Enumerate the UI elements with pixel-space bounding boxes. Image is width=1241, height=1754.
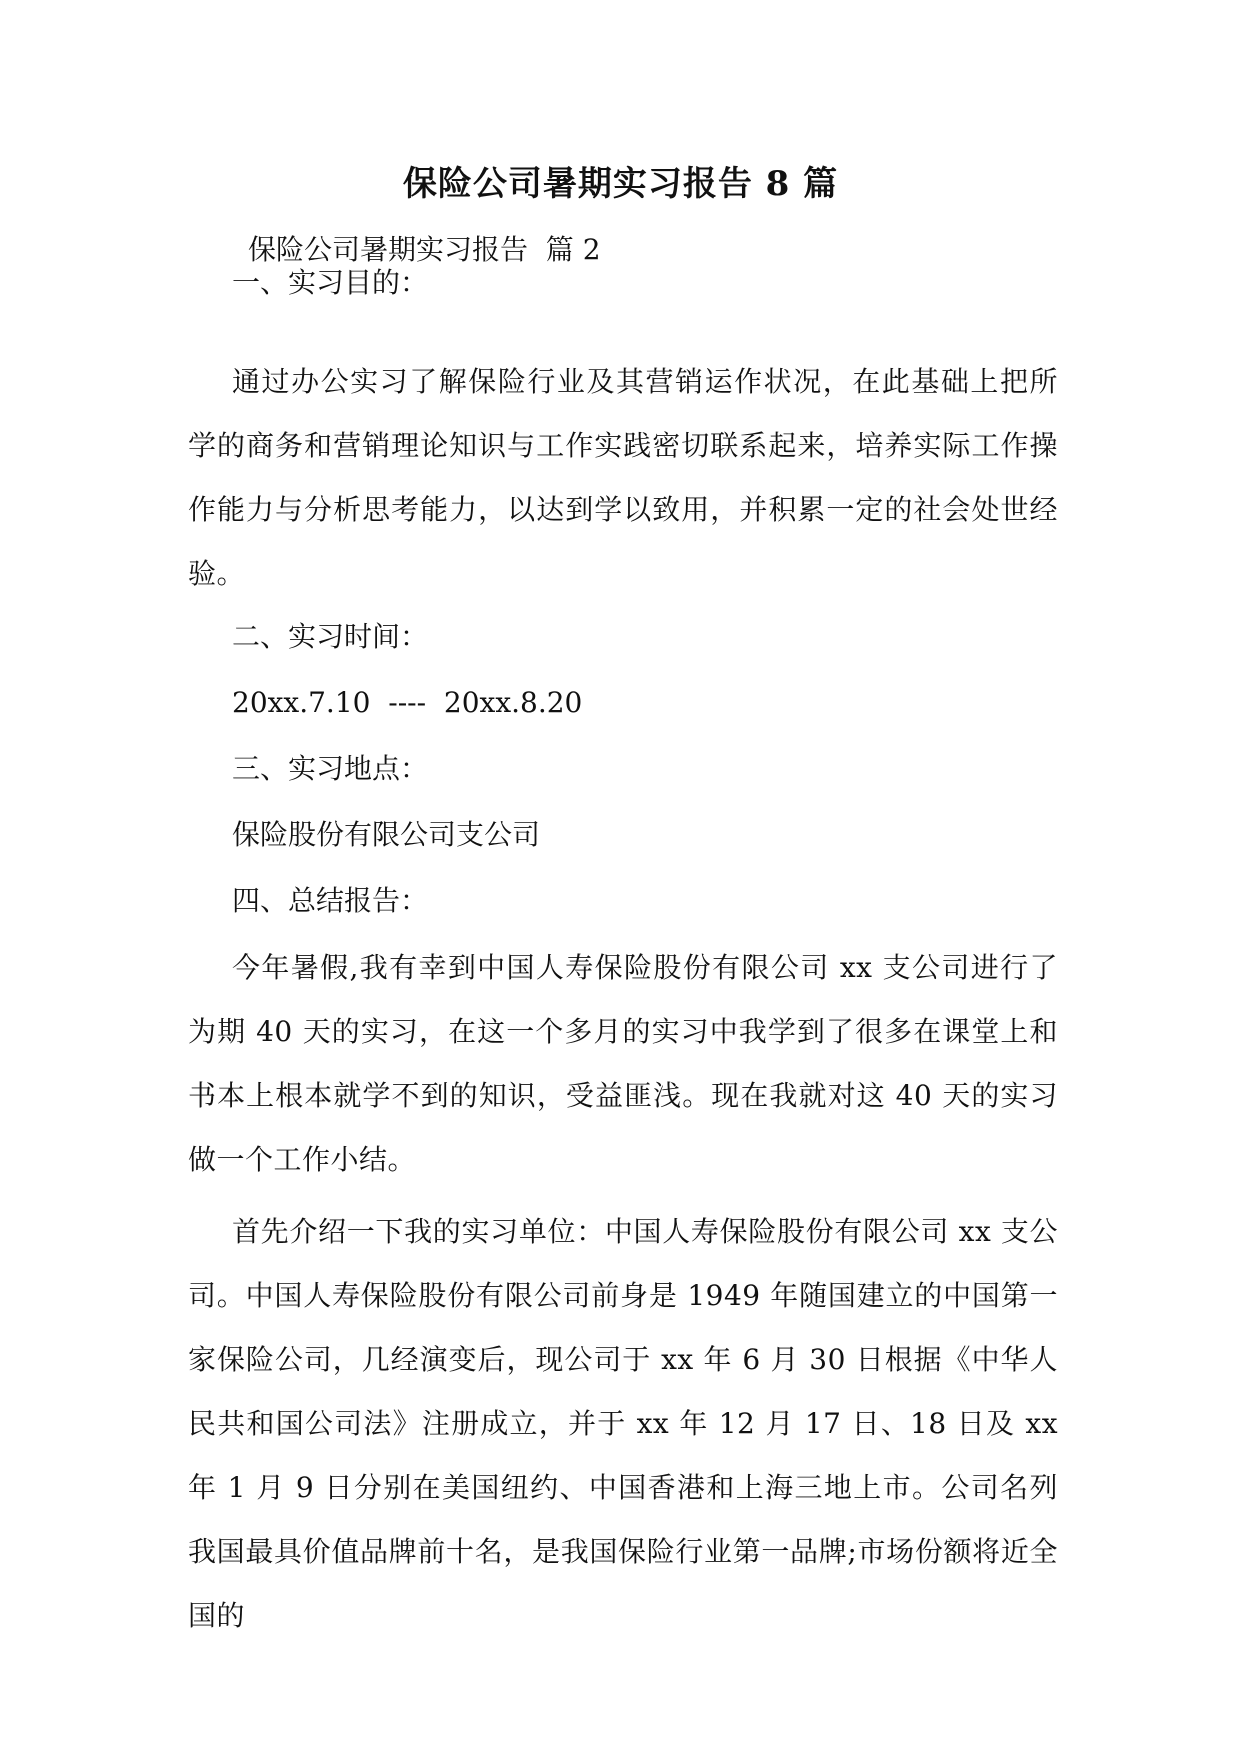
section-heading-summary: 四、总结报告： [232, 884, 429, 917]
summary-paragraph-1: 今年暑假,我有幸到中国人寿保险股份有限公司 xx 支公司进行了为期 40 天的实习，在这一个多月的实习中我学到了很多在课堂上和书本上根本就学不到的知识，受益匪浅。现在我就对这 40 天的实习做一个工作小结。 [188, 951, 1058, 1176]
section-heading-purpose: 一、实习目的： [232, 266, 429, 299]
section-text-time: 20xx.7.10 ---- 20xx.8.20 [232, 686, 583, 719]
subheading: 保险公司暑期实习报告 篇 2 [248, 233, 601, 266]
document-title: 保险公司暑期实习报告 8 篇 [402, 164, 839, 204]
summary-paragraph-2: 首先介绍一下我的实习单位：中国人寿保险股份有限公司 xx 支公司。中国人寿保险股份有限公司前身是 1949 年随国建立的中国第一家保险公司，几经演变后，现公司于 xx 年 6 月 30 日根据《中华人民共和国公司法》注册成立，并于 xx 年 12 月 17 日、18 日及 xx 年 1 月 9 日分别在美国纽约、中国香港和上海三地上市。公司名列我国最具价值品牌前十名，是我国保险行业第一品牌;市场份额将近全国的 [188, 1215, 1058, 1632]
section-heading-location: 三、实习地点： [232, 752, 429, 785]
section-text-purpose: 通过办公实习了解保险行业及其营销运作状况，在此基础上把所学的商务和营销理论知识与工作实践密切联系起来，培养实际工作操作能力与分析思考能力，以达到学以致用，并积累一定的社会处世经验。 [188, 365, 1058, 590]
section-heading-time: 二、实习时间： [232, 620, 429, 653]
section-text-location: 保险股份有限公司支公司 [232, 818, 541, 851]
